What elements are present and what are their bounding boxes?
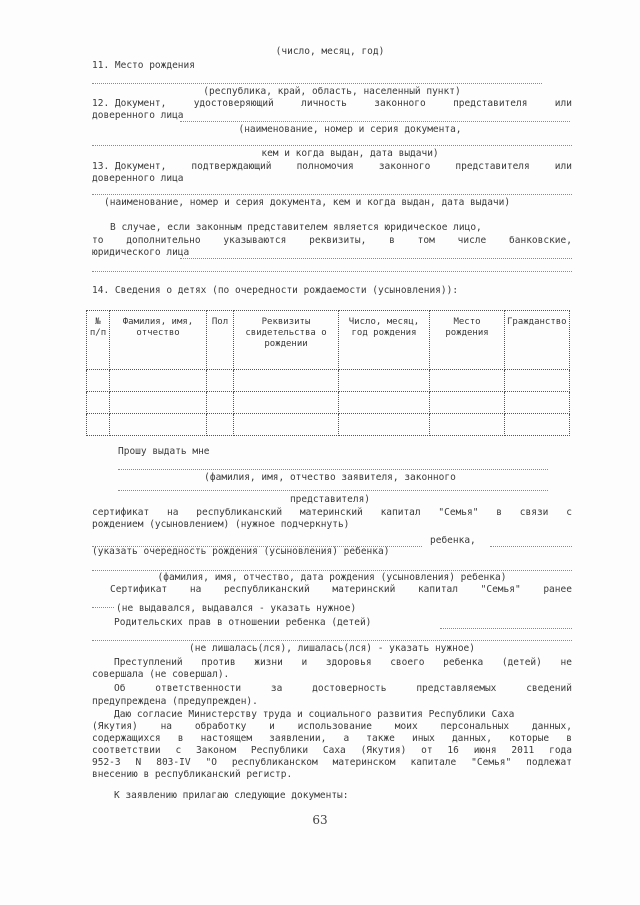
word: законного <box>374 98 426 109</box>
consent-line4 <box>92 745 572 757</box>
word: иных <box>411 733 435 744</box>
legal-entity-answer-line[interactable] <box>180 258 572 259</box>
issued-answer-line[interactable] <box>92 607 114 608</box>
table-cell[interactable] <box>207 414 234 436</box>
word: республиканском <box>231 757 318 768</box>
word: жизни <box>254 657 283 668</box>
word: Сертификат <box>110 584 168 595</box>
item13-caption: (наименование, номер и серия документа, кем и когда выдан, дата выдачи) <box>104 197 511 208</box>
item13-line1 <box>92 161 572 173</box>
table-cell[interactable] <box>110 392 207 414</box>
applicant-caption2: представителя) <box>289 494 371 505</box>
word: республиканский <box>223 584 310 595</box>
word: подлежат <box>526 757 572 768</box>
table-cell[interactable] <box>207 370 234 392</box>
consent-line5 <box>92 757 572 769</box>
word: личность <box>301 98 347 109</box>
item14-label: 14. Сведения о детях (по очередности рождаемости (усыновления)): <box>92 285 459 296</box>
table-cell[interactable] <box>339 392 430 414</box>
word: на <box>167 507 179 518</box>
table-cell[interactable] <box>234 392 339 414</box>
rights-caption: (не лишалась(лся), лишалась(лся) - указать нужное) <box>189 643 475 654</box>
word: капитале <box>410 757 457 768</box>
legal-entity-line1: В случае, если законным представителем является юридическое лицо, <box>110 222 482 233</box>
word: на <box>189 584 202 595</box>
word: против <box>201 657 236 668</box>
word: не <box>560 657 572 668</box>
word: июня <box>473 745 497 756</box>
word: банковские, <box>509 235 572 246</box>
word: республиканский <box>196 507 283 518</box>
word: (детей) <box>501 657 542 668</box>
responsibility-line1 <box>114 683 572 695</box>
applicant-name-line2[interactable] <box>118 490 548 491</box>
word: Саха <box>322 745 346 756</box>
table-cell[interactable] <box>234 370 339 392</box>
table-cell[interactable] <box>234 414 339 436</box>
word: также <box>366 733 395 744</box>
word: "Семья" <box>438 507 479 518</box>
legal-entity-line3: юридического лица <box>92 247 190 258</box>
consent-line6: внесению в республиканский регистр. <box>92 769 293 780</box>
word: сведений <box>526 683 572 694</box>
birthplace-label: 11. Место рождения <box>92 60 195 71</box>
col-certificate-header: Реквизиты свидетельства о рождении <box>234 311 339 370</box>
child-details-line[interactable] <box>92 570 572 571</box>
table-cell[interactable] <box>505 370 570 392</box>
date-caption: (число, месяц, год) <box>275 46 385 57</box>
word: Преступлений <box>114 657 183 668</box>
word: с <box>175 745 182 756</box>
certificate-request-line <box>92 507 572 519</box>
word: материнском <box>332 757 396 768</box>
word: подтверждающий <box>191 161 272 172</box>
table-cell[interactable] <box>110 370 207 392</box>
applicant-name-line[interactable] <box>118 469 548 470</box>
table-row <box>87 392 570 414</box>
word: в <box>389 235 395 246</box>
word: (Якутия) <box>92 721 138 732</box>
rights-answer-line2[interactable] <box>92 640 572 641</box>
table-cell[interactable] <box>430 370 505 392</box>
item13-answer-line[interactable] <box>92 194 572 195</box>
word: заявлении, <box>269 733 327 744</box>
word: N <box>135 757 142 768</box>
word: удостоверяющий <box>193 98 274 109</box>
child-order-caption: (указать очередность рождения (усыновления) ребенка) <box>92 546 390 557</box>
item12-answer-line[interactable] <box>180 121 570 122</box>
word: "Семья" <box>471 757 512 768</box>
word: капитал <box>417 584 458 595</box>
crimes-line1 <box>114 657 572 669</box>
word: 803-IV <box>156 757 191 768</box>
word: или <box>554 161 572 172</box>
word: данных, <box>531 721 572 732</box>
birth-adoption-line: рождением (усыновлением) (нужное подчеркнуть) <box>92 519 350 530</box>
table-cell[interactable] <box>339 370 430 392</box>
word: персональных <box>440 721 510 732</box>
col-sex-header: Пол <box>207 311 234 370</box>
word: в <box>496 507 502 518</box>
word: законного <box>378 161 431 172</box>
word: материнский <box>299 507 363 518</box>
word: представляемых <box>416 683 497 694</box>
col-birthplace-header: Место рождения <box>430 311 505 370</box>
word: том <box>417 235 435 246</box>
word: или <box>554 98 572 109</box>
consent-line1: Даю согласие Министерству труда и социального развития Республики Саха <box>114 709 515 720</box>
birthplace-caption: (республика, край, область, населенный пункт) <box>203 86 461 97</box>
request-label: Прошу выдать мне <box>118 446 210 457</box>
word: связи <box>519 507 549 518</box>
table-cell[interactable] <box>505 414 570 436</box>
word: и <box>269 721 275 732</box>
word: то <box>92 235 104 246</box>
word: 2011 <box>511 745 535 756</box>
table-header-row <box>87 311 570 370</box>
word: ранее <box>543 584 572 595</box>
word: капитал <box>380 507 421 518</box>
word: (Якутия) <box>360 745 407 756</box>
birthplace-line[interactable] <box>92 83 542 84</box>
word: указываются <box>223 235 287 246</box>
crimes-line2: совершала (не совершал). <box>92 669 230 680</box>
word: за <box>270 683 283 694</box>
word: представителя <box>455 161 530 172</box>
word: Республики <box>250 745 309 756</box>
children-table <box>86 310 570 436</box>
word: данных, <box>451 733 492 744</box>
word: ребенка <box>443 657 484 668</box>
word: ответственности <box>155 683 242 694</box>
table-cell[interactable] <box>430 392 505 414</box>
item12-line2: доверенного лица <box>92 110 184 121</box>
col-birthdate-header: Число, месяц, год рождения <box>339 311 430 370</box>
issued-line <box>110 584 572 596</box>
page-number: 63 <box>312 813 328 827</box>
word: 12. Документ, <box>92 98 167 109</box>
word: в <box>566 733 572 744</box>
word: сертификат <box>92 507 150 518</box>
word: обработку <box>194 721 247 732</box>
word: числе <box>457 235 487 246</box>
consent-line2 <box>92 721 572 733</box>
table-cell[interactable] <box>110 414 207 436</box>
table-row <box>87 370 570 392</box>
table-cell[interactable] <box>430 414 505 436</box>
word: 16 <box>447 745 459 756</box>
word: своего <box>390 657 425 668</box>
col-citizenship-header: Гражданство <box>505 311 570 370</box>
item12-caption2: кем и когда выдан, дата выдачи) <box>261 148 439 159</box>
table-cell[interactable] <box>87 392 110 414</box>
word: дополнительно <box>126 235 201 246</box>
word: от <box>421 745 433 756</box>
item12-answer-line2[interactable] <box>92 145 572 146</box>
word: "О <box>205 757 217 768</box>
word: использование <box>297 721 372 732</box>
word: здоровья <box>325 657 372 668</box>
word: соответствии <box>92 745 161 756</box>
word: с <box>566 507 572 518</box>
rights-label: Родительских прав в отношении ребенка (детей) <box>114 617 372 628</box>
table-cell[interactable] <box>207 392 234 414</box>
col-number-header: № п/п <box>87 311 110 370</box>
col-name-header: Фамилия, имя, отчество <box>110 311 207 370</box>
word: 952-З <box>92 757 121 768</box>
consent-line3 <box>92 733 572 745</box>
child-details-caption: (фамилия, имя, отчество, дата рождения (усыновления) ребенка) <box>157 572 507 583</box>
word: года <box>549 745 572 756</box>
word: моих <box>394 721 418 732</box>
attachments-label: К заявлению прилагаю следующие документы: <box>114 790 349 801</box>
table-cell[interactable] <box>505 392 570 414</box>
table-cell[interactable] <box>339 414 430 436</box>
word: в <box>177 733 184 744</box>
item12-caption1: (наименование, номер и серия документа, <box>238 124 462 135</box>
word: а <box>343 733 350 744</box>
word: представителя <box>453 98 528 109</box>
word: Об <box>114 683 126 694</box>
word: настоящем <box>200 733 253 744</box>
word: Законом <box>196 745 237 756</box>
word: на <box>160 721 173 732</box>
word: реквизиты, <box>309 235 367 246</box>
word: полномочия <box>296 161 354 172</box>
item13-line2: доверенного лица <box>92 173 184 184</box>
word: "Семья" <box>480 584 521 595</box>
item12-line1 <box>92 98 572 110</box>
responsibility-line2: предупреждена (предупрежден). <box>92 696 258 707</box>
legal-entity-line2 <box>92 235 572 247</box>
word: 13. Документ, <box>92 161 167 172</box>
legal-entity-answer-line2[interactable] <box>92 271 572 272</box>
child-order-line2[interactable] <box>490 546 572 547</box>
table-cell[interactable] <box>87 414 110 436</box>
word: и <box>301 657 308 668</box>
applicant-caption1: (фамилия, имя, отчество заявителя, законного <box>204 472 456 483</box>
rights-answer-line[interactable] <box>440 628 572 629</box>
word: материнский <box>332 584 396 595</box>
child-word: ребенка, <box>430 535 476 546</box>
table-cell[interactable] <box>87 370 110 392</box>
word: достоверность <box>312 683 387 694</box>
word: которые <box>509 733 550 744</box>
issued-caption: (не выдавался, выдавался - указать нужное) <box>116 603 357 614</box>
word: содержащихся <box>92 733 161 744</box>
table-row <box>87 414 570 436</box>
